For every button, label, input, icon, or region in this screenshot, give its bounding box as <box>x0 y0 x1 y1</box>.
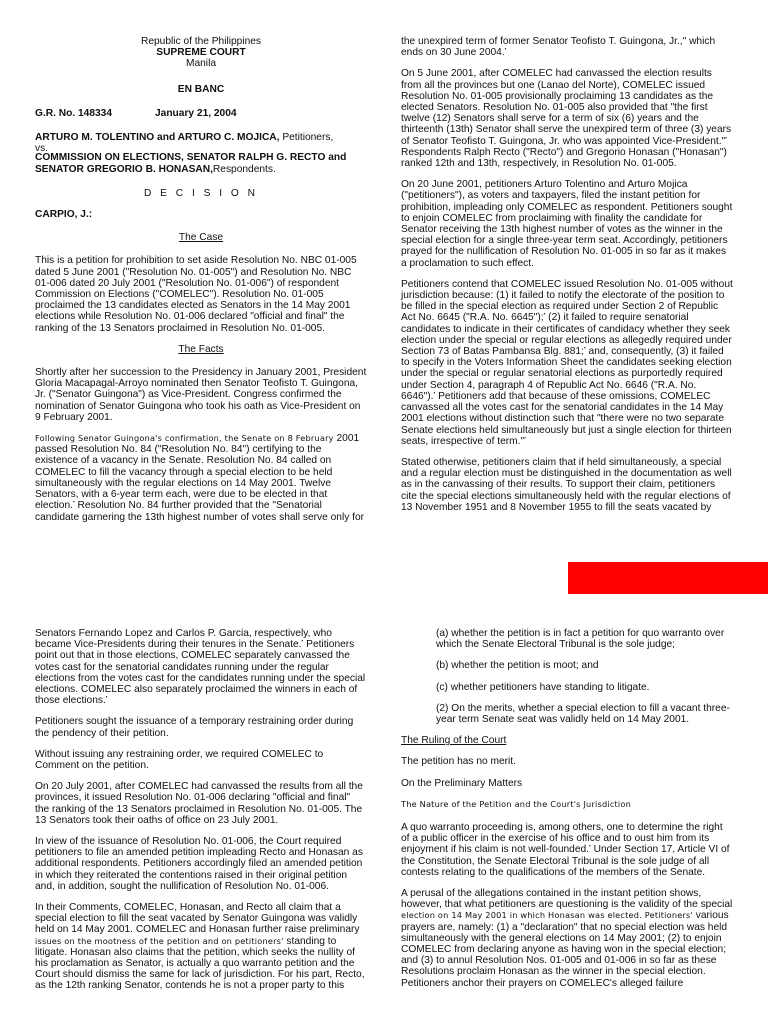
unexpired-term-text: the unexpired term of former Senator Teofisto T. Guingona, Jr.," which ends on 30 June 2004. <box>401 36 716 59</box>
case-number-line <box>35 108 367 119</box>
lopez-garcia-text: Senators Fernando Lopez and Carlos P. Garcia, respectively, who became Vice-Presidents during their tenures in the Senate. <box>35 628 332 651</box>
petitioners-names: ARTURO M. TOLENTINO and ARTURO C. MOJICA, <box>35 132 280 144</box>
petition-filing-paragraph: On 20 June 2001, petitioners Arturo Tolentino and Arturo Mojica ("petitioners"), as voters and taxpayers, filed the instant petition for prohibition, impleading only COMELEC as respondent. Petitioners sought to enjoin COMELEC from proclaiming with finality the candidate for Senator receiving the 13th highest number of votes as the winner in the special election for a single three-year term seat. Accordingly, petitioners prayed for the nullification of Resolution No. 01-005 in so far as it makes a proclamation to such effect. <box>401 179 733 269</box>
footnote-mark: • <box>301 638 304 645</box>
gr-number: G.R. No. 148334 <box>35 107 113 119</box>
no-merit-line: The petition has no merit. <box>401 756 516 768</box>
respondents-label: Respondents. <box>212 163 276 175</box>
issue-c: (c) whether petitioners have standing to litigate. <box>436 681 650 693</box>
perusal-text: A perusal of the allegations contained in the instant petition shows, however, that what petitioners are questioning is the validity of the special <box>401 888 733 911</box>
quo-warranto-paragraph <box>401 822 733 878</box>
republic-line: Republic of the Philippines <box>140 36 262 47</box>
page1-left-column <box>35 36 367 533</box>
quo-warranto-text-end: Under Section 17, Article VI of the Constitution, the Senate Electoral Tribunal is the sole judge of all contests relating to the qualifications of the members of the Senate. <box>401 844 730 878</box>
lopez-garcia-paragraph <box>35 628 367 706</box>
perusal-mono-text: election on 14 May 2001 in which Honasan was elected. Petitioners' <box>401 910 693 921</box>
resolution-006-paragraph: On 20 July 2001, after COMELEC had canvassed the results from all the provinces, it issued Resolution No. 01-006 declaring "official and final" the ranking of the 13 Senators proclaimed in Resolution No. 01-005. The 13 Senators took their oaths of office on 23 July 2001. <box>35 781 363 826</box>
facts-paragraph-2-end: Resolution No. 84 further provided that the "Senatorial candidate garnering the 13th highest number of votes shall serve only for <box>35 500 365 523</box>
parties-block <box>35 132 367 175</box>
proclamation-text: On 5 June 2001, after COMELEC had canvassed the election results from all the provinces but one (Lanao del Norte), COMELEC issued Resolution No. 01-005 provisionally proclaiming 13 candidates as the elected Senators. Resolution No. 01-005 also provided that "the first twelve (12) Senators shall serve for a term of six (6) years and the thirteenth (13th) Senator shall serve the unexpired term of three (3) years of Senator Teofisto T. Guingona, Jr. who was appointed Vice-President." <box>401 68 732 147</box>
contention-text-2: (2) it failed to require senatorial candidates to indicate in their certificates of candidacy whether they seek election under the special or regular elections as allegedly required under Section 73 of Batas Pambansa Blg. 881; <box>401 312 732 358</box>
amended-petition-paragraph: In view of the issuance of Resolution No. 01-006, the Court required petitioners to file an amended petition impleading Recto and Honasan as additional respondents. Petitioners accordingly filed an amended petition in which they reiterated the contentions raised in their original petition and, in addition, sought the nullification of Resolution No. 01-006. <box>35 836 363 892</box>
nature-heading: The Nature of the Petition and the Court's Jurisdiction <box>401 798 632 809</box>
ruling-heading: The Ruling of the Court <box>401 735 507 747</box>
perusal-paragraph <box>401 888 733 989</box>
decision-title: D E C I S I O N <box>143 187 259 199</box>
facts-heading: The Facts <box>178 343 224 355</box>
perusal-text-end: various prayers are, namely: (1) a "declaration" that no special election was held simultaneously with the general elections on 14 May 2001; (2) to enjoin COMELEC from declaring anyone as having won in the special election; and (3) to annul Resolution Nos. 01-005 and 01-006 in so far as these Resolutions proclaim Honasan as the winner in the special election. Petitioners anchor their prayers on COMELEC's alleged failure <box>401 910 729 989</box>
preliminary-matters-line: On the Preliminary Matters <box>401 777 523 789</box>
footnote-mark: • <box>583 345 586 352</box>
facts-paragraph-2-body: 2001 passed Resolution No. 84 ("Resolution No. 84") certifying to the existence of a vacancy in the Senate. Resolution No. 84 called on COMELEC to fill the vacancy through a special election to be held simultaneously with the regular elections on 14 May 2001. Twelve Senators, with a 6-year term each, were due to be elected in that election. <box>35 433 360 512</box>
tro-paragraph: Petitioners sought the issuance of a temporary restraining order during the pendency of their petition. <box>35 716 354 739</box>
footnote-mark: • <box>72 499 75 506</box>
contention-text-1: Petitioners contend that COMELEC issued Resolution No. 01-005 without jurisdiction because: (1) it failed to notify the electorate of the position to be filled in the special election as required under Section 2 of Republic Act No. 6645 ("R.A. No. 6645"); <box>401 278 733 324</box>
case-paragraph: This is a petition for prohibition to set aside Resolution No. NBC 01-005 dated 5 June 2001 ("Resolution No. 01-005") and Resolution No. NBC 01-006 dated 20 July 2001 ("Resolution No. 01-006") of respondent Commission on Elections ("COMELEC"). Resolution No. 01-005 proclaimed the 13 candidates elected as Senators in the 14 May 2001 elections while Resolution No. 01-006 declared "official and final" the ranking of the 13 Senators proclaimed in Resolution No. 01-005. <box>35 255 357 334</box>
quo-warranto-text: A quo warranto proceeding is, among others, one to determine the right of a public officer in the exercise of his office and to oust him from its enjoyment if his claim is not well-founded. <box>401 822 723 856</box>
issue-b: (b) whether the petition is moot; and <box>436 660 599 672</box>
proclamation-paragraph <box>401 68 733 169</box>
footnote-mark: • <box>589 844 591 851</box>
petitioners-label: Petitioners, <box>279 132 334 144</box>
en-banc-label: EN BANC <box>177 83 225 95</box>
unexpired-term-paragraph <box>401 36 733 58</box>
footnote-mark: • <box>524 435 526 442</box>
comments-mono-text: issues on the mootness of the petition and on petitioners' <box>35 935 284 946</box>
proclamation-text-end: Respondents Ralph Recto ("Recto") and Gregorio Honasan ("Honasan") ranked 12th and 13th, respectively, in Resolution No. 01-005. <box>401 146 727 170</box>
comments-text-end: standing to litigate. Honasan also claims that the petition, which seeks the nullity of his proclamation as Senator, is actually a quo warranto petition and the Court should dismiss the same for lack of jurisdiction. For his part, Recto, as the 12th ranking Senator, contends he is not a proper party to this <box>35 935 365 992</box>
comments-text: In their Comments, COMELEC, Honasan, and Recto all claim that a special election to fill the seat vacated by Senator Guingona was validly held on 14 May 2001. COMELEC and Honasan further raise preliminary <box>35 902 360 936</box>
page-2 <box>0 618 768 1024</box>
red-banner <box>568 562 768 594</box>
facts-paragraph-1: Shortly after her succession to the Presidency in January 2001, President Gloria Macapagal-Arroyo nominated then Senator Teofisto T. Guingona, Jr. ("Senator Guingona") as Vice-President. Congress confirmed the nomination of Senator Guingona who took his oath as Vice-President on 9 February 2001. <box>35 367 367 423</box>
respondents-names: COMMISSION ON ELECTIONS, SENATOR RALPH G. RECTO and SENATOR GREGORIO B. HONASAN, <box>35 152 347 175</box>
court-city: Manila <box>185 58 216 70</box>
case-heading: The Case <box>178 232 224 244</box>
versus-label: vs. <box>35 143 49 155</box>
page2-right-column <box>401 628 733 999</box>
issue-2: (2) On the merits, whether a special election to fill a vacant three-year term Senate seat was validly held on 14 May 2001. <box>436 702 730 726</box>
contention-text-3: and, consequently, (3) it failed to specify in the Voters Information Sheet the candidates seeking election under the special or regular senatorial elections as purportedly required under Section 4, paragraph 4 of Republic Act No. 6646 ("R.A. No. 6646"). <box>401 346 732 402</box>
page2-left-column <box>35 628 367 1002</box>
page1-right-column <box>401 36 733 523</box>
footnote-mark: • <box>504 46 507 53</box>
stated-otherwise-paragraph: Stated otherwise, petitioners claim that if held simultaneously, a special and a regular election must be distinguished in the documentation as well as in the canvassing of their results. To support their claim, petitioners cite the special elections simultaneously held with the regular elections of 13 November 1951 and 8 November 1955 to fill the seats vacated by <box>401 456 732 513</box>
court-name: SUPREME COURT <box>156 47 246 59</box>
footnote-mark: • <box>725 135 727 142</box>
contention-text-4: Petitioners add that because of these omissions, COMELEC canvassed all the votes cast for the senatorial candidates in the 14 May 2001 elections without distinction such that "there were no two separate Senate elections held simultaneously but just a single election for thirteen seats, irrespective of term." <box>401 390 732 447</box>
comments-paragraph <box>35 902 367 992</box>
lopez-garcia-text-end: Petitioners point out that in those elections, COMELEC separately canvassed the votes cast for the senatorial candidates running under the regular elections from the votes cast for the candidates running under the special elections. COMELEC also separately proclaimed the winners in each of those elections. <box>35 639 366 707</box>
facts-paragraph-2 <box>35 433 367 523</box>
decision-date: January 21, 2004 <box>155 107 237 119</box>
issue-a: (a) whether the petition is in fact a petition for quo warranto over which the Senate Electoral Tribunal is the sole judge; <box>436 628 725 651</box>
facts-paragraph-2-lead: Following Senator Guingona's confirmation, the Senate on 8 February <box>35 433 334 444</box>
contention-paragraph <box>401 279 733 447</box>
footnote-mark: • <box>543 312 546 319</box>
comment-paragraph: Without issuing any restraining order, we required COMELEC to Comment on the petition. <box>35 748 324 772</box>
footnote-mark: • <box>433 390 436 397</box>
ponente: CARPIO, J.: <box>35 209 93 221</box>
footnote-mark: • <box>105 694 108 701</box>
